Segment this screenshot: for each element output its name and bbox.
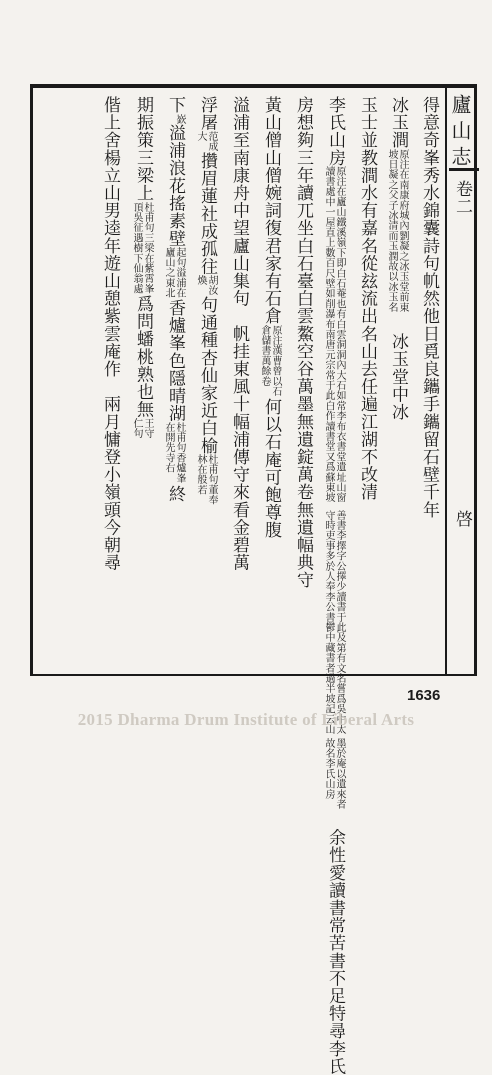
annotation-text: 林在般若 [195, 454, 206, 496]
column-text: 溢浦浪花搖素壁 [165, 124, 185, 248]
column-text: 偕上舍楊立山男逵年遊山憩紫雲庵作 兩月慵登小嶺頭今朝尋 [100, 96, 120, 572]
page-number: 1636 [407, 687, 441, 704]
column-text: 黃山僧山僧婉詞復君家有石倉 [261, 96, 281, 325]
column-text: 期振策三梁上 [133, 96, 153, 202]
book-title: 廬山志 [448, 94, 472, 172]
column-text: 浮屠 [197, 96, 217, 132]
annotation-text: 范成 [206, 131, 217, 152]
frame-left-rule [30, 84, 33, 676]
column-text: 冰玉澗 [388, 96, 408, 149]
annotation-text: 胡汝 [206, 275, 217, 296]
column-text: 爲問蟠桃熟也無 [133, 295, 153, 419]
header-separator-rule [445, 84, 447, 676]
margin-glyph: 啓 [452, 510, 472, 528]
frame-right-rule [474, 84, 477, 676]
annotation-text: 起句溢浦在 [174, 247, 185, 299]
column-text: 房想夠三年讀兀坐白石臺白雲鰲空谷萬墨無遺錠萬卷無遺幅典守 [293, 96, 313, 589]
column-text: 得意奇峯秀水錦囊詩句㠶然他日覓良鑴手鑴留石壁千年 [419, 96, 439, 519]
column-text: 冰玉堂中冰 [388, 315, 408, 421]
annotation-text: 杜甫句香爐峯 [174, 422, 185, 484]
column-text: 溢浦至南康舟中望廬山集句 帆挂東風十幅浦傳守來看金碧萬 [229, 96, 249, 572]
column-text: 句通種杏仙家近白榆 [197, 296, 217, 455]
annotation-text: 善書李擇字公擇少讀書于此及第有文名嘗爲吳中太 [334, 509, 345, 734]
volume-label: 卷二 [452, 180, 472, 216]
annotation-text: 原注漢曹曾以石 [270, 324, 281, 397]
column-text: 下 [165, 96, 185, 114]
annotation-text: 煥 [195, 275, 206, 286]
annotation-text: 原注在廬山鐵溪嶺下即白石菴也有白雲洞洞內大石如常李布衣書堂遺址山窗 [334, 166, 345, 503]
column-text: 攢眉蓮社成孤往 [197, 152, 217, 276]
column-text: 余性愛讀書常苦書不足特尋李氏 [325, 811, 345, 1075]
column-text: 玉士並教澗水有嘉名從玆流出名山去任遍江湖不改清 [357, 96, 377, 501]
annotation-text: 守時吏事多於人奉李公書鬱中藏書者過半坡記云山 [323, 509, 334, 734]
column-text: 終 [165, 484, 185, 503]
annotation-text: 嶔 [174, 113, 185, 124]
annotation-text: 王守 [142, 418, 153, 439]
annotation-text: 杜甫句董奉 [206, 454, 217, 506]
annotation-text: 大 [195, 131, 206, 142]
column-text: 香爐峯色隱晴湖 [165, 299, 185, 423]
frame-top-rule [30, 84, 476, 88]
annotation-text: 在開先寺右 [163, 422, 174, 474]
annotation-text: 墨於庵以遺來者 [334, 738, 345, 810]
annotation-text: 仁句 [131, 418, 142, 439]
annotation-text: 讀書處中一屋直上數百尺壁如削瀑布南唐元宗常于此白作讀書堂又爲蘇東坡 [323, 166, 334, 503]
annotation-text: 倉儲書萬餘卷 [259, 324, 270, 386]
annotation-text: 原注在南康府城內劉凝之冰玉堂前東 [397, 148, 408, 312]
annotation-text: 廬山之東北 [163, 247, 174, 299]
frame-bottom-rule [30, 674, 476, 676]
column-text: 何以石庵可飽尊腹 [261, 397, 281, 539]
watermark: 2015 Dharma Drum Institute of Liberal Arts [77, 710, 415, 729]
annotation-text: 杜甫句三梁在紫霄峯 [142, 201, 153, 294]
annotation-text: 故名李氏山房 [323, 738, 334, 800]
annotation-text: 坡日凝之父子冰清而玉潤故以冰玉名 [386, 148, 397, 312]
column-text: 李氏山房 [325, 96, 345, 167]
annotation-text: 頂吳征遇樹下仙翁處 [131, 201, 142, 294]
